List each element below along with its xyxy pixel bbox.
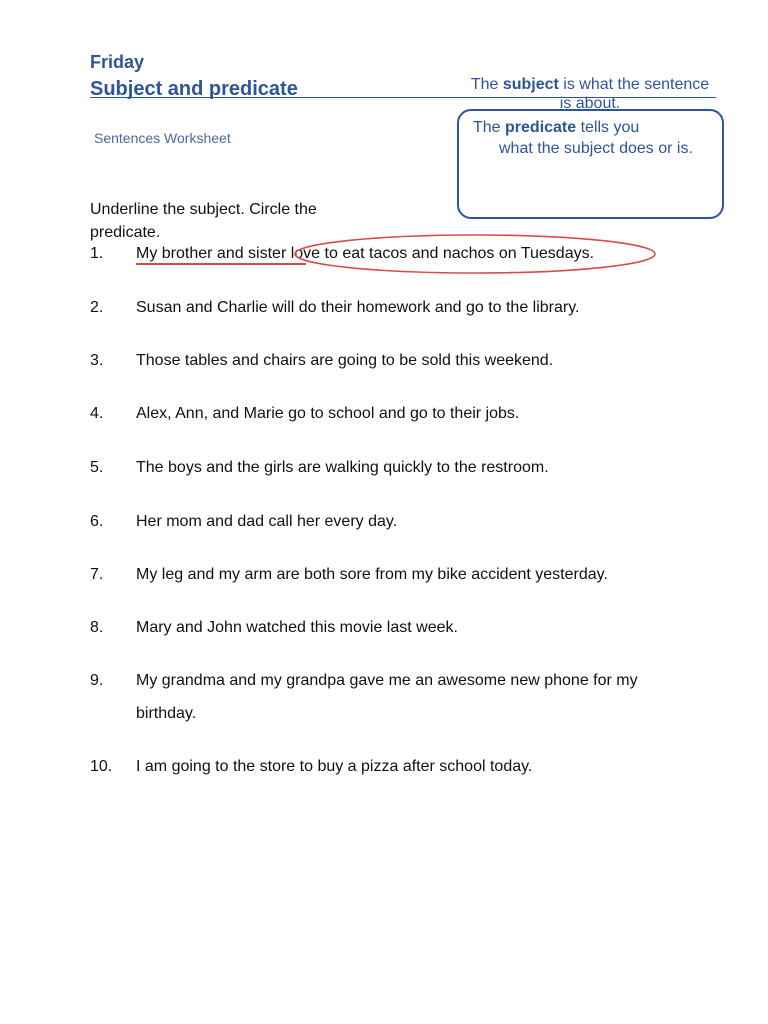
question-number: 2.	[90, 299, 104, 316]
subject-definition-note	[470, 75, 710, 112]
instructions: Underline the subject. Circle the predicate.	[90, 201, 317, 241]
predicate-note-post2: what the subject does or is.	[499, 140, 693, 157]
day-heading: Friday	[90, 52, 145, 72]
question-text: My leg and my arm are both sore from my bike accident yesterday.	[136, 566, 608, 583]
page-title: Subject and predicate	[90, 78, 298, 100]
question-number: 3.	[90, 352, 104, 369]
question-text: I am going to the store to buy a pizza after school today.	[136, 758, 533, 775]
question-text: Mary and John watched this movie last week.	[136, 619, 458, 636]
predicate-note-pre: The	[473, 119, 506, 136]
question-number: 7.	[90, 566, 104, 583]
question-number: 8.	[90, 619, 104, 636]
question-number: 9.	[90, 672, 104, 689]
subject-note-keyword: subject	[502, 76, 559, 93]
predicate-circle-mark	[290, 232, 670, 292]
predicate-note-post1: tells you	[576, 119, 640, 136]
question-number: 10.	[90, 758, 113, 775]
question-number: 1.	[90, 245, 104, 262]
question-text: Susan and Charlie will do their homework and go to the library.	[136, 299, 580, 316]
question-text: The boys and the girls are walking quickly to the restroom.	[136, 459, 549, 476]
predicate-definition-note	[473, 117, 713, 159]
question-number: 5.	[90, 459, 104, 476]
question-text: Her mom and dad call her every day.	[136, 513, 398, 530]
question-text: My brother and sister love to eat tacos and nachos on Tuesdays.	[136, 245, 595, 262]
subject-underline-mark	[136, 263, 306, 265]
question-number: 4.	[90, 405, 104, 422]
question-text: Those tables and chairs are going to be sold this weekend.	[136, 352, 554, 369]
subject-note-pre: The	[470, 76, 503, 93]
predicate-note-keyword: predicate	[505, 119, 577, 136]
question-text: My grandma and my grandpa gave me an awesome new phone for my birthday.	[136, 672, 638, 722]
question-text: Alex, Ann, and Marie go to school and go to their jobs.	[136, 405, 520, 422]
title-divider	[90, 97, 716, 98]
question-number: 6.	[90, 513, 104, 530]
subject-note-post: is what the sentence is about.	[558, 76, 710, 112]
page-subtitle: Sentences Worksheet	[94, 130, 231, 146]
